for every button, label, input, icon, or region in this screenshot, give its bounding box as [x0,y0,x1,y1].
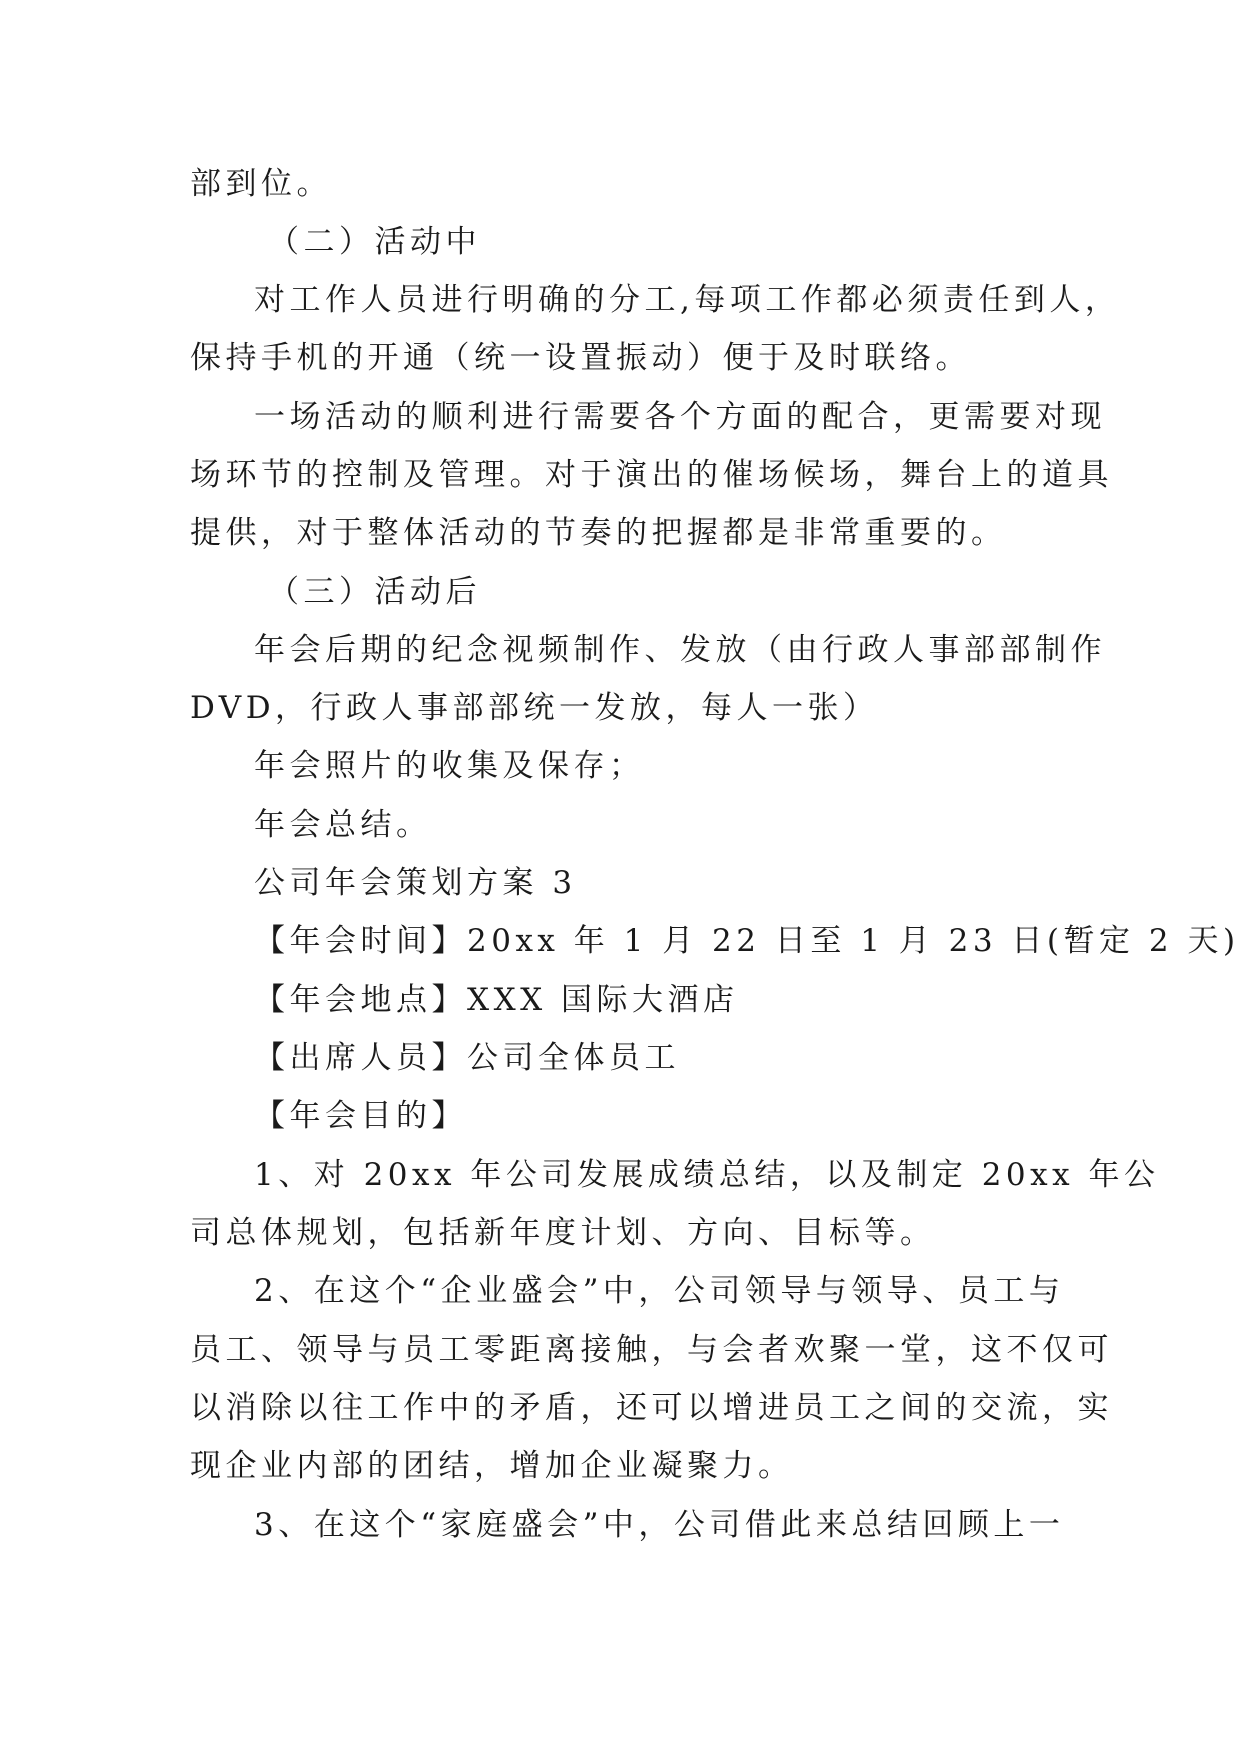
text-line: 年会总结。 [254,807,432,843]
text-line: 部到位。 [190,166,332,202]
text-line: 1、对 20xx 年公司发展成绩总结，以及制定 20xx 年公 [254,1157,1160,1193]
text-line: 以消除以往工作中的矛盾，还可以增进员工之间的交流，实 [190,1390,1113,1426]
doc-title: 公司年会策划方案 3 [254,865,577,901]
text-line: 年会后期的纪念视频制作、发放（由行政人事部部制作 [254,632,1106,668]
text-line: 【年会目的】 [254,1098,467,1134]
text-line: 3、在这个“家庭盛会”中，公司借此来总结回顾上一 [254,1507,1065,1543]
text-line: 司总体规划，包括新年度计划、方向、目标等。 [190,1215,936,1251]
text-line: 一场活动的顺利进行需要各个方面的配合，更需要对现 [254,399,1106,435]
text-line: 员工、领导与员工零距离接触，与会者欢聚一堂，这不仅可 [190,1332,1113,1368]
text-line: 对工作人员进行明确的分工,每项工作都必须责任到人， [254,282,1121,318]
text-line: 保持手机的开通（统一设置振动）便于及时联络。 [190,340,971,376]
text-line: 提供，对于整体活动的节奏的把握都是非常重要的。 [190,515,1007,551]
text-line: 2、在这个“企业盛会”中，公司领导与领导、员工与 [254,1273,1065,1309]
text-line: 【出席人员】公司全体员工 [254,1040,680,1076]
text-line: 现企业内部的团结，增加企业凝聚力。 [190,1448,794,1484]
text-line: 场环节的控制及管理。对于演出的催场候场，舞台上的道具 [190,457,1113,493]
text-line: 【年会时间】20xx 年 1 月 22 日至 1 月 23 日(暂定 2 天) [254,923,1240,959]
section-heading: （三）活动后 [268,574,481,610]
text-line: 年会照片的收集及保存； [254,748,645,784]
section-heading: （二）活动中 [268,224,481,260]
text-line: 【年会地点】XXX 国际大酒店 [254,982,739,1018]
text-line: DVD，行政人事部部统一发放，每人一张） [190,690,879,726]
